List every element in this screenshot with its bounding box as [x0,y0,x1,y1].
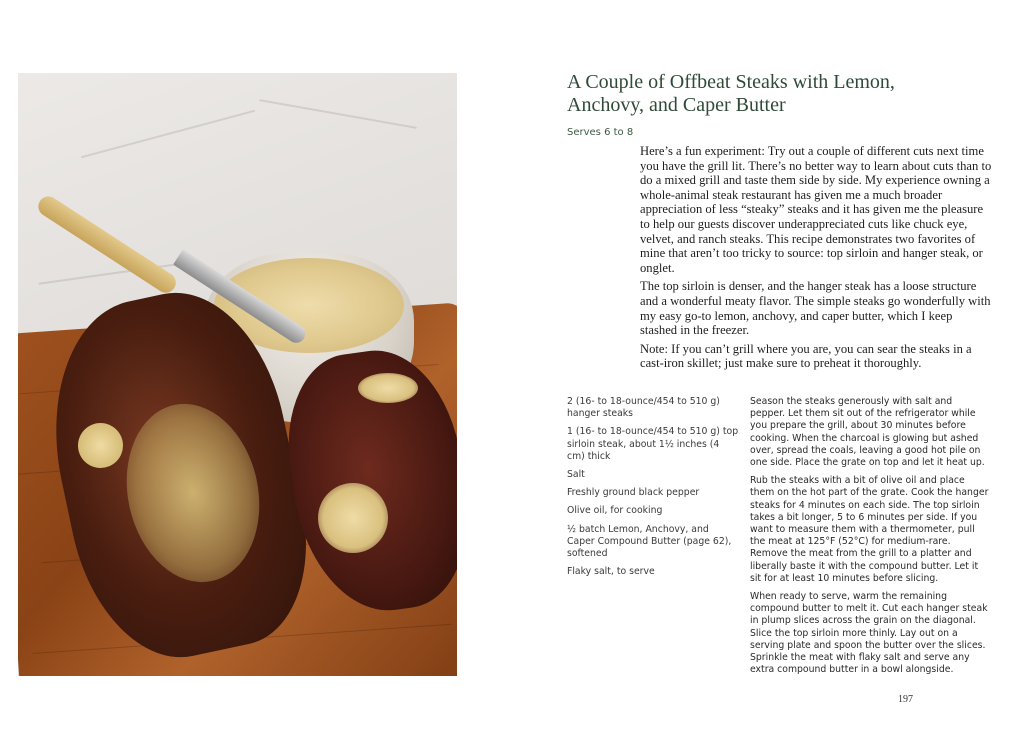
title-line-1: A Couple of Offbeat Steaks with Lemon, [567,71,895,93]
serves-note: Serves 6 to 8 [567,127,634,138]
steak-butter-topping [358,373,418,403]
ingredient-item: Flaky salt, to serve [567,566,655,578]
ingredient-item: Salt [567,469,585,481]
page-number: 197 [898,694,913,705]
ingredient-item: 1 (16- to 18-ounce/454 to 510 g) top sirloin steak, about 1½ inches (4 cm) thick [567,426,739,462]
method-step: Season the steaks generously with salt and pepper. Let them sit out of the refrigerator while you prepare the grill, about 30 minutes before cooking. When the charcoal is glowing but ashed over, spread the coals, leaving a good hot pile on one side. Place the grate on top and let it heat up. [750,396,985,469]
intro-paragraph: Here’s a fun experiment: Try out a couple of different cuts next time you have the grill lit. There’s no better way to learn about cuts than to do a mixed grill and taste them side by side. My experience owning a whole-animal steak restaurant has given me a much broader appreciation of less “steaky” steaks and it has given me the pleasure to help our guests discover underappreciated cuts like chuck eye, velvet, and ranch steaks. This recipe demonstrates two favorites of mine that aren’t too tricky to source: top sirloin and hanger steak, or onglet. [640,144,992,275]
butter-crumb [78,423,123,468]
recipe-intro [640,144,992,375]
method-step: When ready to serve, warm the remaining compound butter to melt it. Cut each hanger steak in plump slices across the grain on the diagonal. Slice the top sirloin more thinly. Lay out on a serving plate and spoon the butter over the slices. Sprinkle the meat with flaky salt and serve any extra compound butter in a bowl alongside. [750,591,988,676]
steak-butter-topping [318,483,388,553]
ingredient-item: ½ batch Lemon, Anchovy, and Caper Compound Butter (page 62), softened [567,523,732,560]
recipe-title [567,71,987,117]
ingredient-list [567,396,739,584]
title-line-2: Anchovy, and Caper Butter [567,94,786,116]
method-steps [750,396,990,682]
method-step: Rub the steaks with a bit of olive oil and place them on the hot part of the grate. Cook the hanger steaks for 4 minutes on each side. The top sirloin takes a bit longer, 5 to 6 minutes per side. If you want to measure them with a thermometer, pull the meat at 125°F (52°C) for medium-rare. Remove the meat from the grill to a platter and liberally baste it with the compound butter. Let it sit for at least 10 minutes before slicing. [750,475,989,584]
ingredient-item: Olive oil, for cooking [567,505,663,517]
intro-paragraph: Note: If you can’t grill where you are, you can sear the steaks in a cast-iron skillet; just make sure to preheat it thoroughly. [640,341,972,371]
recipe-photo [18,73,457,676]
ingredient-item: Freshly ground black pepper [567,487,700,499]
ingredient-item: 2 (16- to 18-ounce/454 to 510 g) hanger steaks [567,396,720,420]
intro-paragraph: The top sirloin is denser, and the hanger steak has a loose structure and a wonderful meaty flavor. The simple steaks go wonderfully with my easy go-to lemon, anchovy, and caper butter, which I keep stashed in the freezer. [640,279,991,338]
